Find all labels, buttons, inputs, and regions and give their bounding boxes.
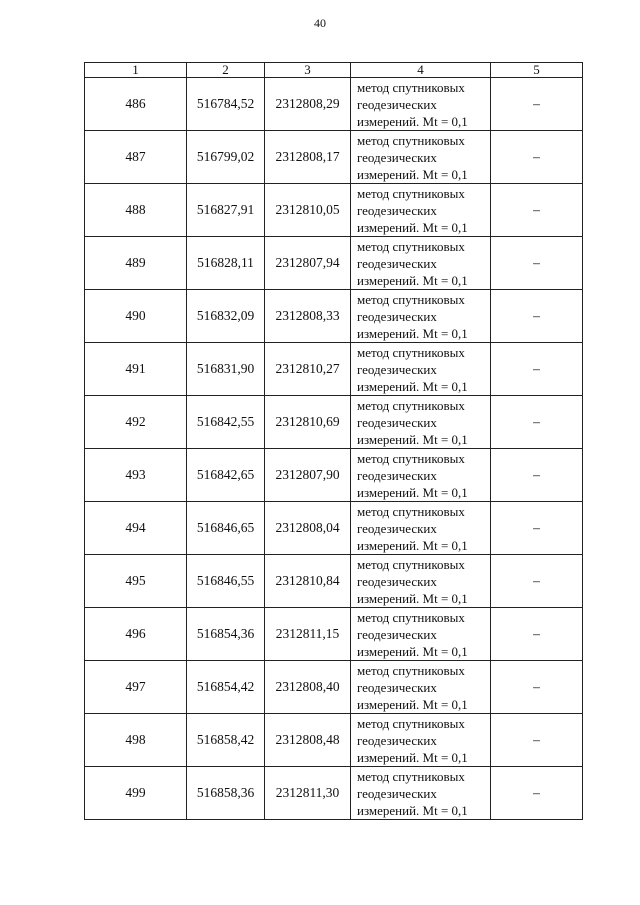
method-line: измерений. Mt = 0,1 [357,484,468,500]
method-line: геодезических [357,679,437,695]
method-line: метод спутниковых [357,609,465,625]
method-cell [351,767,491,820]
note-cell: – [491,343,583,396]
header-col-5: 5 [491,63,583,78]
method-line: геодезических [357,96,437,112]
method-line: измерений. Mt = 0,1 [357,166,468,182]
x-coordinate-cell: 516831,90 [187,343,265,396]
method-line: геодезических [357,520,437,536]
method-line: геодезических [357,149,437,165]
y-coordinate-cell: 2312810,05 [265,184,351,237]
method-line: измерений. Mt = 0,1 [357,325,468,341]
point-number-cell: 495 [85,555,187,608]
point-number-cell: 496 [85,608,187,661]
method-cell [351,608,491,661]
x-coordinate-cell: 516799,02 [187,131,265,184]
method-line: метод спутниковых [357,503,465,519]
method-cell [351,78,491,131]
method-line: измерений. Mt = 0,1 [357,802,468,818]
x-coordinate-cell: 516858,42 [187,714,265,767]
y-coordinate-cell: 2312808,04 [265,502,351,555]
note-cell: – [491,396,583,449]
method-line: геодезических [357,202,437,218]
method-line: метод спутниковых [357,291,465,307]
y-coordinate-cell: 2312807,94 [265,237,351,290]
method-line: измерений. Mt = 0,1 [357,378,468,394]
y-coordinate-cell: 2312808,33 [265,290,351,343]
method-line: геодезических [357,785,437,801]
note-cell: – [491,237,583,290]
note-cell: – [491,661,583,714]
method-cell [351,184,491,237]
y-coordinate-cell: 2312810,27 [265,343,351,396]
method-line: геодезических [357,732,437,748]
header-col-1: 1 [85,63,187,78]
method-cell [351,714,491,767]
method-cell [351,555,491,608]
point-number-cell: 486 [85,78,187,131]
table-header-row [85,63,583,78]
method-cell [351,343,491,396]
point-number-cell: 488 [85,184,187,237]
x-coordinate-cell: 516832,09 [187,290,265,343]
y-coordinate-cell: 2312808,40 [265,661,351,714]
note-cell: – [491,131,583,184]
table-row [85,555,583,608]
method-line: измерений. Mt = 0,1 [357,537,468,553]
point-number-cell: 498 [85,714,187,767]
method-line: геодезических [357,626,437,642]
method-line: измерений. Mt = 0,1 [357,696,468,712]
method-line: метод спутниковых [357,768,465,784]
y-coordinate-cell: 2312807,90 [265,449,351,502]
method-line: метод спутниковых [357,450,465,466]
method-line: метод спутниковых [357,238,465,254]
point-number-cell: 494 [85,502,187,555]
method-cell [351,502,491,555]
point-number-cell: 493 [85,449,187,502]
point-number-cell: 492 [85,396,187,449]
y-coordinate-cell: 2312811,15 [265,608,351,661]
y-coordinate-cell: 2312810,69 [265,396,351,449]
method-line: измерений. Mt = 0,1 [357,431,468,447]
table-row [85,502,583,555]
method-line: измерений. Mt = 0,1 [357,749,468,765]
y-coordinate-cell: 2312811,30 [265,767,351,820]
table-row [85,343,583,396]
point-number-cell: 490 [85,290,187,343]
y-coordinate-cell: 2312808,29 [265,78,351,131]
method-line: измерений. Mt = 0,1 [357,272,468,288]
x-coordinate-cell: 516854,36 [187,608,265,661]
method-line: метод спутниковых [357,397,465,413]
header-col-3: 3 [265,63,351,78]
table-row [85,396,583,449]
note-cell: – [491,184,583,237]
method-cell [351,131,491,184]
x-coordinate-cell: 516784,52 [187,78,265,131]
table-body [85,78,583,820]
table-row [85,767,583,820]
method-line: метод спутниковых [357,662,465,678]
table-row [85,714,583,767]
note-cell: – [491,502,583,555]
method-line: геодезических [357,467,437,483]
note-cell: – [491,78,583,131]
x-coordinate-cell: 516858,36 [187,767,265,820]
y-coordinate-cell: 2312808,17 [265,131,351,184]
y-coordinate-cell: 2312808,48 [265,714,351,767]
point-number-cell: 487 [85,131,187,184]
method-cell [351,396,491,449]
note-cell: – [491,767,583,820]
table-row [85,290,583,343]
header-col-2: 2 [187,63,265,78]
table-row [85,78,583,131]
table-row [85,608,583,661]
table-row [85,184,583,237]
method-line: измерений. Mt = 0,1 [357,219,468,235]
y-coordinate-cell: 2312810,84 [265,555,351,608]
table-row [85,449,583,502]
table-row [85,131,583,184]
method-cell [351,449,491,502]
x-coordinate-cell: 516828,11 [187,237,265,290]
method-line: геодезических [357,573,437,589]
page-number: 40 [314,16,326,30]
method-line: измерений. Mt = 0,1 [357,643,468,659]
method-line: метод спутниковых [357,185,465,201]
x-coordinate-cell: 516842,65 [187,449,265,502]
table-row [85,661,583,714]
point-number-cell: 497 [85,661,187,714]
x-coordinate-cell: 516846,55 [187,555,265,608]
method-line: геодезических [357,361,437,377]
method-line: метод спутниковых [357,132,465,148]
method-line: геодезических [357,255,437,271]
coordinates-table [84,62,583,820]
point-number-cell: 491 [85,343,187,396]
point-number-cell: 499 [85,767,187,820]
x-coordinate-cell: 516827,91 [187,184,265,237]
note-cell: – [491,290,583,343]
table-row [85,237,583,290]
x-coordinate-cell: 516846,65 [187,502,265,555]
method-line: геодезических [357,414,437,430]
method-line: измерений. Mt = 0,1 [357,590,468,606]
note-cell: – [491,449,583,502]
x-coordinate-cell: 516842,55 [187,396,265,449]
method-line: геодезических [357,308,437,324]
point-number-cell: 489 [85,237,187,290]
method-line: метод спутниковых [357,715,465,731]
method-cell [351,661,491,714]
method-line: метод спутниковых [357,556,465,572]
method-line: метод спутниковых [357,344,465,360]
method-line: измерений. Mt = 0,1 [357,113,468,129]
note-cell: – [491,608,583,661]
x-coordinate-cell: 516854,42 [187,661,265,714]
note-cell: – [491,714,583,767]
method-cell [351,290,491,343]
note-cell: – [491,555,583,608]
header-col-4: 4 [351,63,491,78]
method-cell [351,237,491,290]
method-line: метод спутниковых [357,79,465,95]
